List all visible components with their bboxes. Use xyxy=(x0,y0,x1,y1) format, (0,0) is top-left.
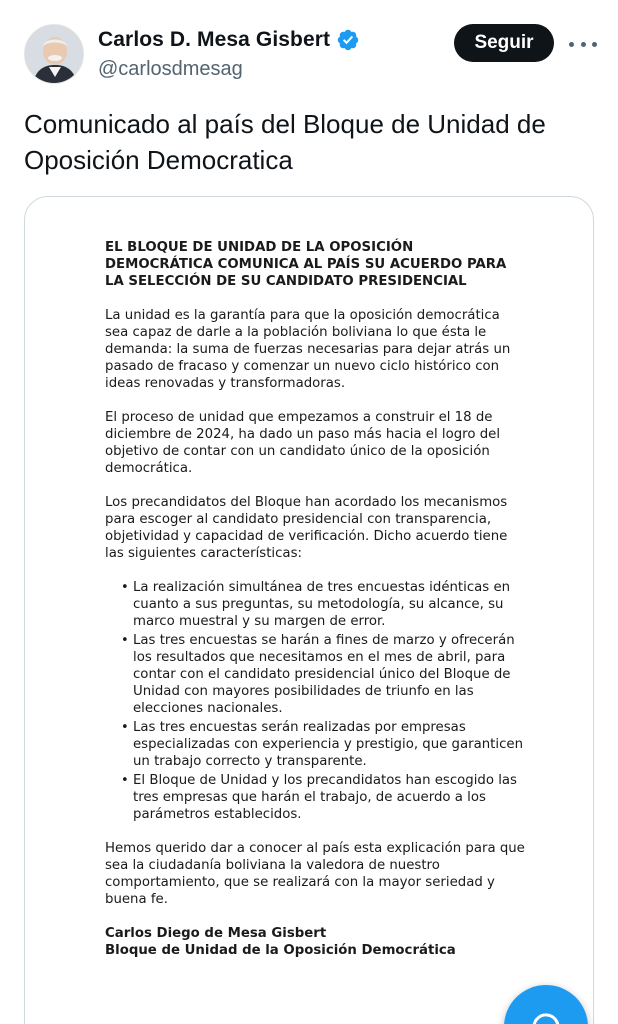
avatar-portrait-icon xyxy=(25,25,84,84)
dot xyxy=(581,42,586,47)
dot xyxy=(592,42,597,47)
bullet-text: Las tres encuestas se harán a fines de marzo y ofrecerán los resultados que necesitamos en el mes de abril, para contar con el candidato presidencial único del Bloque de Unidad con mayores posibilidades de triunfo en las elecciones nacionales. xyxy=(133,633,515,716)
tweet-header xyxy=(24,22,599,86)
bullet-text: La realización simultánea de tres encuestas idénticas en cuanto a sus preguntas, su metodología, su alcance, su marco muestral y su margen de error. xyxy=(133,580,511,629)
bullet-text: El Bloque de Unidad y los precandidatos han escogido las tres empresas que harán el trabajo, de acuerdo a los parámetros establecidos. xyxy=(133,773,517,822)
compose-icon xyxy=(528,1009,564,1024)
bullet-icon: • xyxy=(121,580,129,595)
bullet-item xyxy=(105,772,525,823)
verified-badge-icon xyxy=(336,28,360,52)
author-handle[interactable]: @carlosdmesag xyxy=(98,58,243,80)
signature-org: Bloque de Unidad de la Oposición Democrática xyxy=(105,943,456,958)
document-paragraph: La unidad es la garantía para que la oposición democrática sea capaz de darle a la población boliviana lo que ésta le demanda: la suma de fuerzas necesarias para dejar atrás un pasado de fracaso y comenzar un nuevo ciclo histórico con ideas renovadas y transformadoras. xyxy=(105,308,511,391)
signature-name: Carlos Diego de Mesa Gisbert xyxy=(105,926,327,941)
bullet-item xyxy=(105,719,525,770)
tweet-text: Comunicado al país del Bloque de Unidad de Oposición Democratica xyxy=(24,109,546,175)
author-block xyxy=(98,26,360,81)
bullet-item xyxy=(105,579,525,630)
avatar[interactable] xyxy=(24,24,84,84)
more-options-icon[interactable] xyxy=(569,32,597,56)
bullet-item xyxy=(105,632,525,717)
display-name[interactable]: Carlos D. Mesa Gisbert xyxy=(98,28,331,51)
dot xyxy=(569,42,574,47)
statement-document xyxy=(105,239,525,959)
document-title: EL BLOQUE DE UNIDAD DE LA OPOSICIÓN DEMOCRÁTICA COMUNICA AL PAÍS SU ACUERDO PARA LA SELECCIÓN DE SU CANDIDATO PRESIDENCIAL xyxy=(105,240,507,289)
document-paragraph: El proceso de unidad que empezamos a construir el 18 de diciembre de 2024, ha dado un paso más hacia el logro del objetivo de contar con un candidato único de la oposición democrática. xyxy=(105,410,501,476)
bullet-text: Las tres encuestas serán realizadas por empresas especializadas con experiencia y prestigio, que garanticen un trabajo correcto y transparente. xyxy=(133,720,524,769)
bullet-icon: • xyxy=(121,633,129,648)
follow-button[interactable]: Seguir xyxy=(454,24,554,62)
attached-image[interactable] xyxy=(24,196,594,1024)
document-paragraph: Los precandidatos del Bloque han acordado los mecanismos para escoger al candidato presidencial con transparencia, objetividad y capacidad de verificación. Dicho acuerdo tiene las siguientes características: xyxy=(105,495,508,561)
document-bullet-list xyxy=(105,579,525,823)
bullet-icon: • xyxy=(121,773,129,788)
document-closing: Hemos querido dar a conocer al país esta explicación para que sea la ciudadanía boliviana la valedora de nuestro comportamiento, que se realizará con la mayor seriedad y buena fe. xyxy=(105,841,525,907)
bullet-icon: • xyxy=(121,720,129,735)
